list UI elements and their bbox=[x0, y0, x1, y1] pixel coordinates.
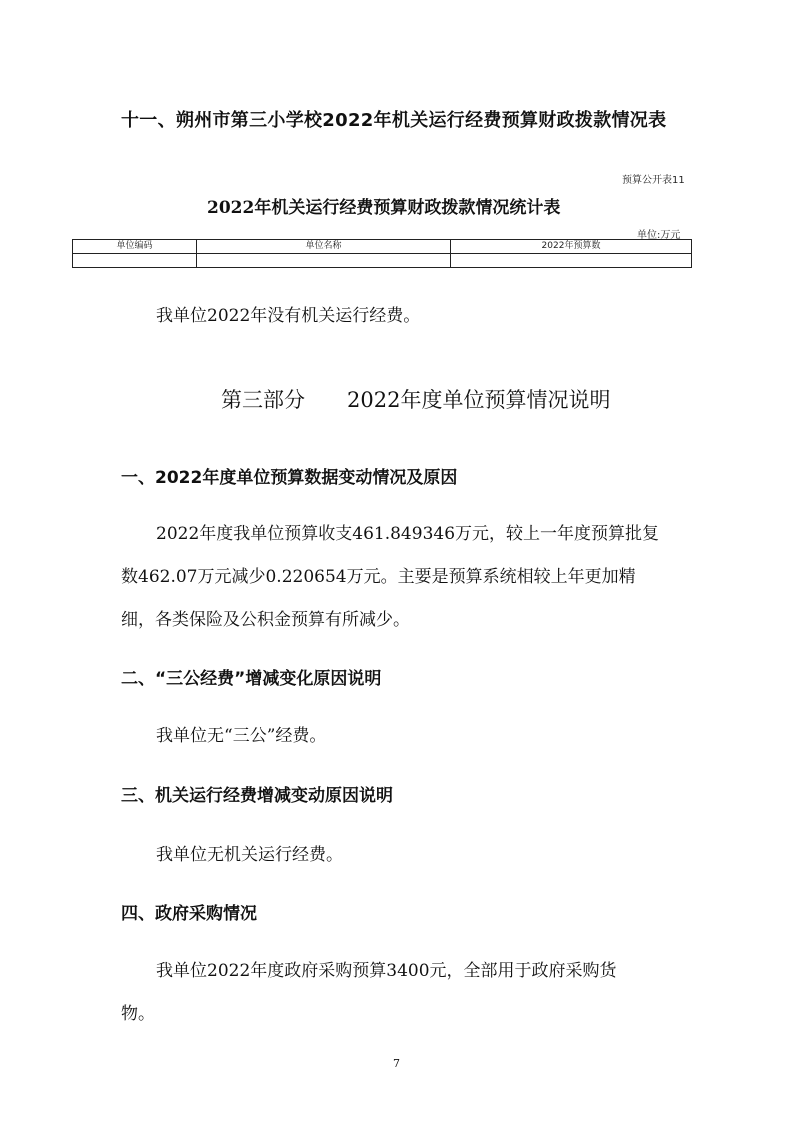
page-number: 7 bbox=[393, 1057, 400, 1070]
table-header-cell: 单位编码 bbox=[73, 240, 197, 254]
paragraph-line: 我单位无机关运行经费。 bbox=[156, 845, 343, 865]
paragraph-line: 我单位2022年度政府采购预算3400元，全部用于政府采购货 bbox=[156, 961, 617, 981]
section-heading: 一、2022年度单位预算数据变动情况及原因 bbox=[121, 468, 458, 488]
table-cell bbox=[451, 254, 692, 268]
table-header-cell: 2022年预算数 bbox=[451, 240, 692, 254]
unit-label: 单位:万元 bbox=[637, 230, 681, 241]
section-heading: 三、机关运行经费增减变动原因说明 bbox=[121, 786, 393, 806]
paragraph-line: 物。 bbox=[121, 1004, 155, 1024]
paragraph-line: 2022年度我单位预算收支461.849346万元，较上一年度预算批复 bbox=[156, 524, 660, 544]
section-heading: 四、政府采购情况 bbox=[121, 904, 257, 924]
paragraph-line: 细，各类保险及公积金预算有所减少。 bbox=[121, 610, 410, 630]
paragraph-line: 我单位无“三公”经费。 bbox=[156, 726, 327, 746]
table-code: 预算公开表11 bbox=[622, 175, 685, 186]
table-note: 我单位2022年没有机关运行经费。 bbox=[156, 306, 421, 326]
table-row bbox=[73, 254, 692, 268]
table-title: 2022年机关运行经费预算财政拨款情况统计表 bbox=[207, 198, 561, 218]
part-title: 第三部分 2022年度单位预算情况说明 bbox=[221, 388, 611, 412]
paragraph-line: 数462.07万元减少0.220654万元。主要是预算系统相较上年更加精 bbox=[121, 567, 636, 587]
budget-table bbox=[72, 239, 692, 268]
table-cell bbox=[73, 254, 197, 268]
page-title: 十一、朔州市第三小学校2022年机关运行经费预算财政拨款情况表 bbox=[121, 110, 667, 131]
table-header-row bbox=[73, 240, 692, 254]
section-heading: 二、“三公经费”增减变化原因说明 bbox=[121, 669, 382, 689]
table-header-cell: 单位名称 bbox=[197, 240, 451, 254]
table-cell bbox=[197, 254, 451, 268]
